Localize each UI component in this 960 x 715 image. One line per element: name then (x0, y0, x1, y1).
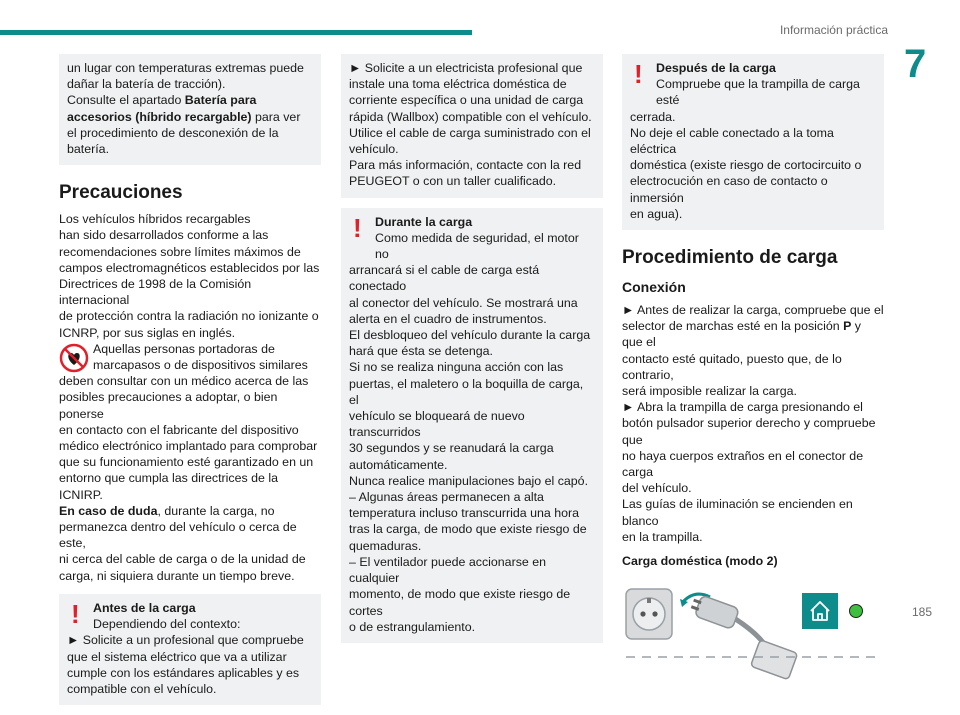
plug-icon (622, 581, 884, 681)
pacemaker-note (59, 341, 321, 373)
battery-note-tail: para ver el procedimiento de desconexión de la batería. (67, 109, 301, 157)
section-title: Información práctica (779, 23, 888, 37)
warning-body: cerrada. No deje el cable conectado a la toma eléctrica doméstica (existe riesgo de cortocircuito o electrocución en caso de contacto o inmersión en agua). (630, 109, 862, 221)
warning-lead: Compruebe que la trampilla de carga esté (656, 77, 860, 108)
warning-before-charge (59, 594, 321, 705)
warning-title: Antes de la carga (93, 600, 196, 615)
battery-note-link: Batería para accesorios (híbrido recargable) (67, 93, 257, 124)
warning-title: Durante la carga (375, 214, 473, 229)
procedure-step-2: ► Abra la trampilla de carga presionando el botón pulsador superior derecho y compruebe que no haya cuerpos extraños en el conector de carga del vehículo. Las guías de iluminación se encienden en blanco en la trampilla. (622, 400, 876, 544)
battery-note-text: un lugar con temperaturas extremas puede dañar la batería de tracción). Consulte el apartado (67, 61, 304, 108)
green-led-indicator (848, 603, 864, 619)
warning-body: arrancará si el cable de carga está conectado al conector del vehículo. Se mostrará una alerta en el cuadro de instrumentos. El desbloqueo del vehículo durante la carga hará que ésta se detenga. Si no se realiza ninguna acción con las puertas, el maletero o la boquilla de carga, el vehículo se bloqueará de nuevo transcurridos 30 segundos y se reanudará la carga automáticamente. Nunca realice manipulaciones bajo el capó. – Algunas áreas permanecen a alta temperatura incluso transcurrida una hora tras la carga, de modo que existe riesgo de quemaduras. – El ventilador puede accionarse en cualquier momento, de modo que existe riesgo de cortes o de estrangulamiento. (349, 263, 591, 634)
electrician-note-text: ► Solicite a un electricista profesional que instale una toma eléctrica doméstica de corriente específica o una unidad de carga rápida (Wallbox) compatible con el vehículo. Utilice el cable de carga suministrado con el vehículo. Para más información, contacte con la red PEUGEOT o con un taller cualificado. (349, 61, 592, 189)
doubt-label: En caso de duda (59, 503, 158, 518)
warning-body: ► Solicite a un profesional que compruebe que el sistema eléctrico que va a utilizar cumple con los estándares aplicables y es compatible con el vehículo. (67, 633, 304, 696)
precautions-heading: Precauciones (59, 182, 183, 204)
doubt-text: , durante la carga, no permanezca dentro del vehículo o cerca de este, ni cerca del cable de carga o de la unidad de carga, ni siquiera durante un tiempo breve. (59, 503, 306, 583)
domestic-charge-illustration (622, 581, 884, 681)
precautions-intro: Los vehículos híbridos recargables han sido desarrollados conforme a las recomendaciones sobre límites máximos de campos electromagnéticos establecidos por las Directrices de 1998 de la Comisión internacional de protección contra la radiación no ionizante o ICNRP, por sus siglas en inglés. (59, 212, 320, 340)
page-number: 185 (911, 605, 932, 619)
column-1 (59, 54, 321, 715)
chapter-number: 7 (904, 42, 927, 86)
column-2 (341, 54, 603, 653)
battery-note-box (59, 54, 321, 165)
procedure-step-1-tail: y que el contacto esté quitado, puesto que, de lo contrario, será imposible realizar la carga. (622, 319, 861, 399)
procedure-heading: Procedimiento de carga (622, 247, 838, 269)
procedure-step-1: ► Antes de realizar la carga, compruebe que el selector de marchas esté en la posición (622, 303, 884, 334)
precautions-body: deben consultar con un médico acerca de las posibles precauciones a adoptar, o bien ponerse en contacto con el fabricante del dispositivo médico electrónico implantado para comprobar que su funcionamiento esté garantizado en un entorno que cumpla las directrices de la ICNIRP. (59, 374, 318, 502)
exclamation-icon: ! (634, 59, 643, 89)
pacemaker-warning-icon (59, 343, 89, 373)
warning-lead: Como medida de seguridad, el motor no (375, 230, 579, 262)
warning-after-charge (622, 54, 884, 230)
home-icon (802, 593, 838, 629)
pacemaker-text: Aquellas personas portadoras de marcapasos o de dispositivos similares (93, 341, 308, 373)
electrician-note-box (341, 54, 603, 198)
warning-lead: Dependiendo del contexto: (93, 617, 241, 632)
warning-title: Después de la carga (656, 61, 776, 75)
column-3 (622, 54, 884, 681)
connection-subheading: Conexión (622, 279, 686, 296)
header-accent-bar (0, 30, 472, 35)
exclamation-icon: ! (71, 598, 80, 629)
domestic-charge-subheading: Carga doméstica (modo 2) (622, 554, 778, 569)
warning-during-charge (341, 208, 603, 643)
exclamation-icon: ! (353, 212, 362, 243)
gear-position-p: P (843, 319, 852, 334)
